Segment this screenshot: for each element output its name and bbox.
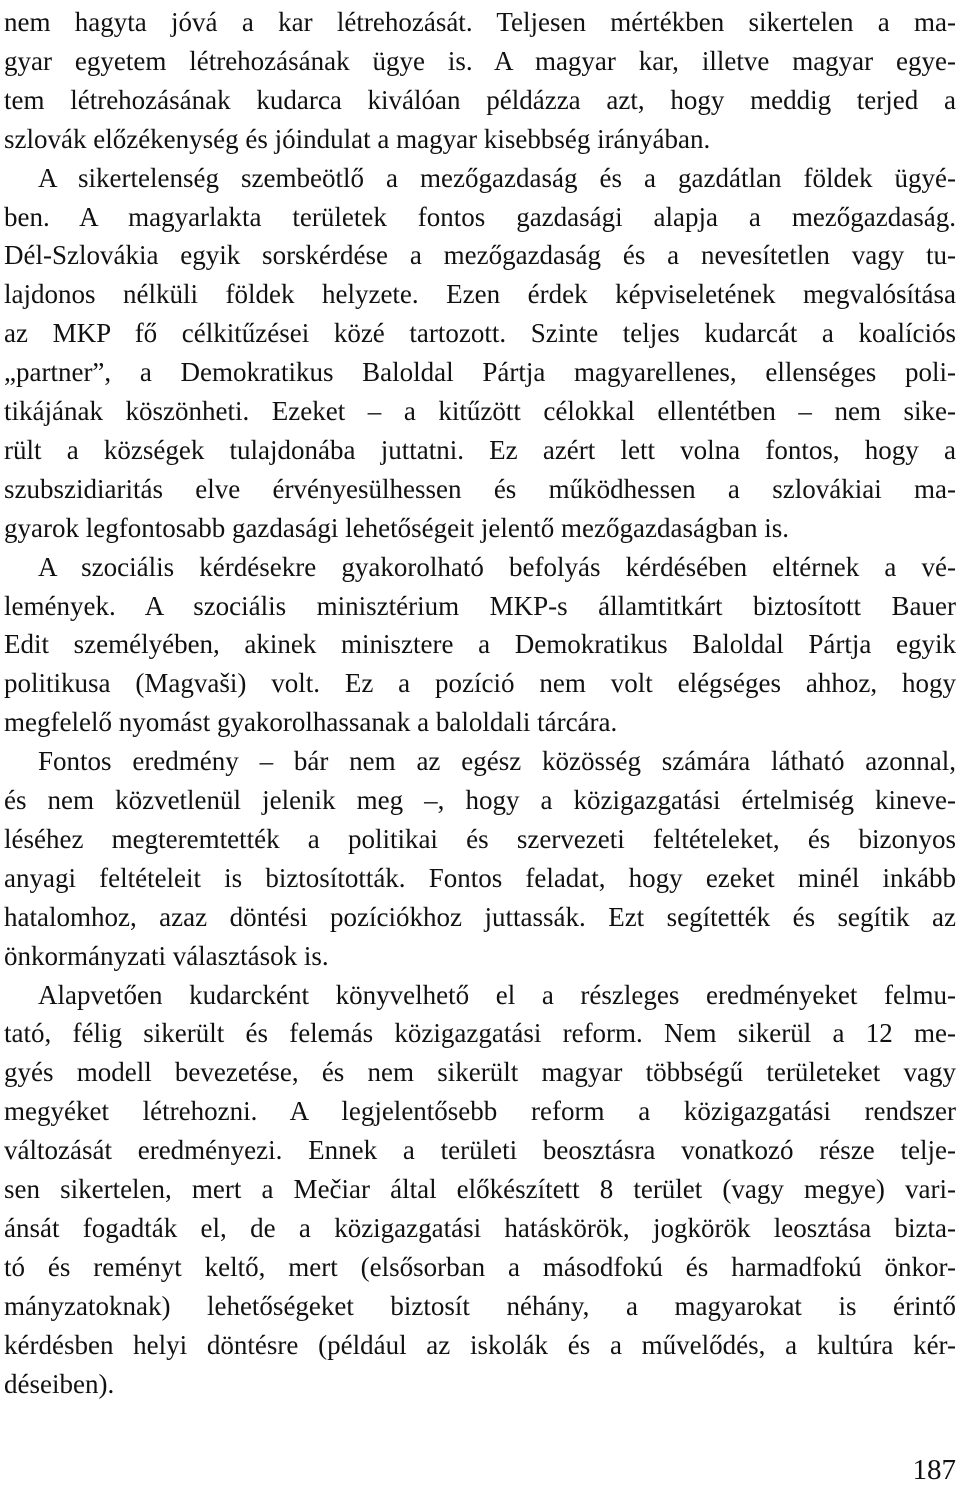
text-line: megfelelő nyomást gyakorolhassanak a baloldali tárcára. bbox=[4, 707, 618, 738]
text-line: az MKP fő célkitűzései közé tartozott. Szinte teljes kudarcát a koalíciós bbox=[4, 318, 956, 349]
text-line: és nem közvetlenül jelenik meg –, hogy a közigazgatási értelmiség kineve- bbox=[4, 785, 956, 815]
text-line: gyés modell bevezetése, és nem sikerült magyar többségű területeket vagy bbox=[4, 1057, 956, 1088]
text-line: megyéket létrehozni. A legjelentősebb reform a közigazgatási rendszer bbox=[4, 1096, 956, 1127]
text-line: tem létrehozásának kudarca kiválóan példázza azt, hogy meddig terjed a bbox=[4, 84, 956, 115]
text-line: hatalomhoz, azaz döntési pozíciókhoz juttassák. Ezt segítették és segítik az bbox=[4, 901, 956, 932]
text-line: tató, félig sikerült és felemás közigazgatási reform. Nem sikerül a 12 me- bbox=[4, 1018, 956, 1049]
text-line: sen sikertelen, mert a Mečiar által előkészített 8 terület (vagy megye) vari- bbox=[4, 1174, 956, 1204]
text-line: Fontos eredmény – bár nem az egész közösség számára látható azonnal, bbox=[38, 746, 956, 777]
text-line: rült a községek tulajdonába juttatni. Ez azért lett volna fontos, hogy a bbox=[4, 434, 956, 465]
page-number: 187 bbox=[912, 1454, 956, 1486]
text-line: léséhez megteremtették a politikai és szervezeti feltételeket, és bizonyos bbox=[4, 823, 956, 854]
text-line: ánsát fogadták el, de a közigazgatási hatáskörök, jogkörök leosztása bizta- bbox=[4, 1212, 956, 1243]
text-line: Edit személyében, akinek minisztere a Demokratikus Baloldal Pártja egyik bbox=[4, 629, 956, 660]
text-line: A sikertelenség szembeötlő a mezőgazdaság és a gazdátlan földek ügyé- bbox=[38, 162, 956, 193]
text-line: tikájának köszönheti. Ezeket – a kitűzött célokkal ellentétben – nem sike- bbox=[4, 396, 956, 426]
text-line: tó és reményt keltő, mert (elsősorban a másodfokú és harmadfokú önkor- bbox=[4, 1251, 956, 1282]
text-line: ben. A magyarlakta területek fontos gazdasági alapja a mezőgazdaság. bbox=[4, 201, 956, 232]
text-line: A szociális kérdésekre gyakorolható befolyás kérdésében eltérnek a vé- bbox=[38, 551, 956, 582]
text-line: anyagi feltételeit is biztosították. Fontos feladat, hogy ezeket minél inkább bbox=[4, 862, 956, 893]
text-line: gyarok legfontosabb gazdasági lehetőségeit jelentő mezőgazdaságban is. bbox=[4, 512, 789, 543]
text-line: változását eredményezi. Ennek a területi beosztásra vonatkozó része telje- bbox=[4, 1135, 956, 1166]
text-line: szubszidiaritás elve érvényesülhessen és működhessen a szlovákiai ma- bbox=[4, 473, 956, 504]
text-line: kérdésben helyi döntésre (például az iskolák és a művelődés, a kultúra kér- bbox=[4, 1329, 956, 1360]
text-line: déseiben). bbox=[4, 1368, 115, 1399]
text-line: mányzatoknak) lehetőségeket biztosít néhány, a magyarokat is érintő bbox=[4, 1290, 956, 1321]
text-line: nem hagyta jóvá a kar létrehozását. Teljesen mértékben sikertelen a ma- bbox=[4, 7, 956, 37]
text-line: gyar egyetem létrehozásának ügye is. A magyar kar, illetve magyar egye- bbox=[4, 45, 956, 76]
text-line: lajdonos nélküli földek helyzete. Ezen érdek képviseletének megvalósítása bbox=[4, 279, 956, 310]
text-line: politikusa (Magvaši) volt. Ez a pozíció nem volt elégséges ahhoz, hogy bbox=[4, 668, 956, 699]
text-line: szlovák előzékenység és jóindulat a magyar kisebbség irányában. bbox=[4, 123, 711, 154]
text-line: Dél-Szlovákia egyik sorskérdése a mezőgazdaság és a nevesítetlen vagy tu- bbox=[4, 240, 956, 271]
text-line: Alapvetően kudarcként könyvelhető el a részleges eredményeket felmu- bbox=[38, 979, 956, 1010]
text-line: önkormányzati választások is. bbox=[4, 940, 329, 971]
text-line: „partner”, a Demokratikus Baloldal Pártja magyarellenes, ellenséges poli- bbox=[4, 357, 956, 388]
text-line: lemények. A szociális minisztérium MKP-s államtitkárt biztosított Bauer bbox=[4, 590, 956, 621]
